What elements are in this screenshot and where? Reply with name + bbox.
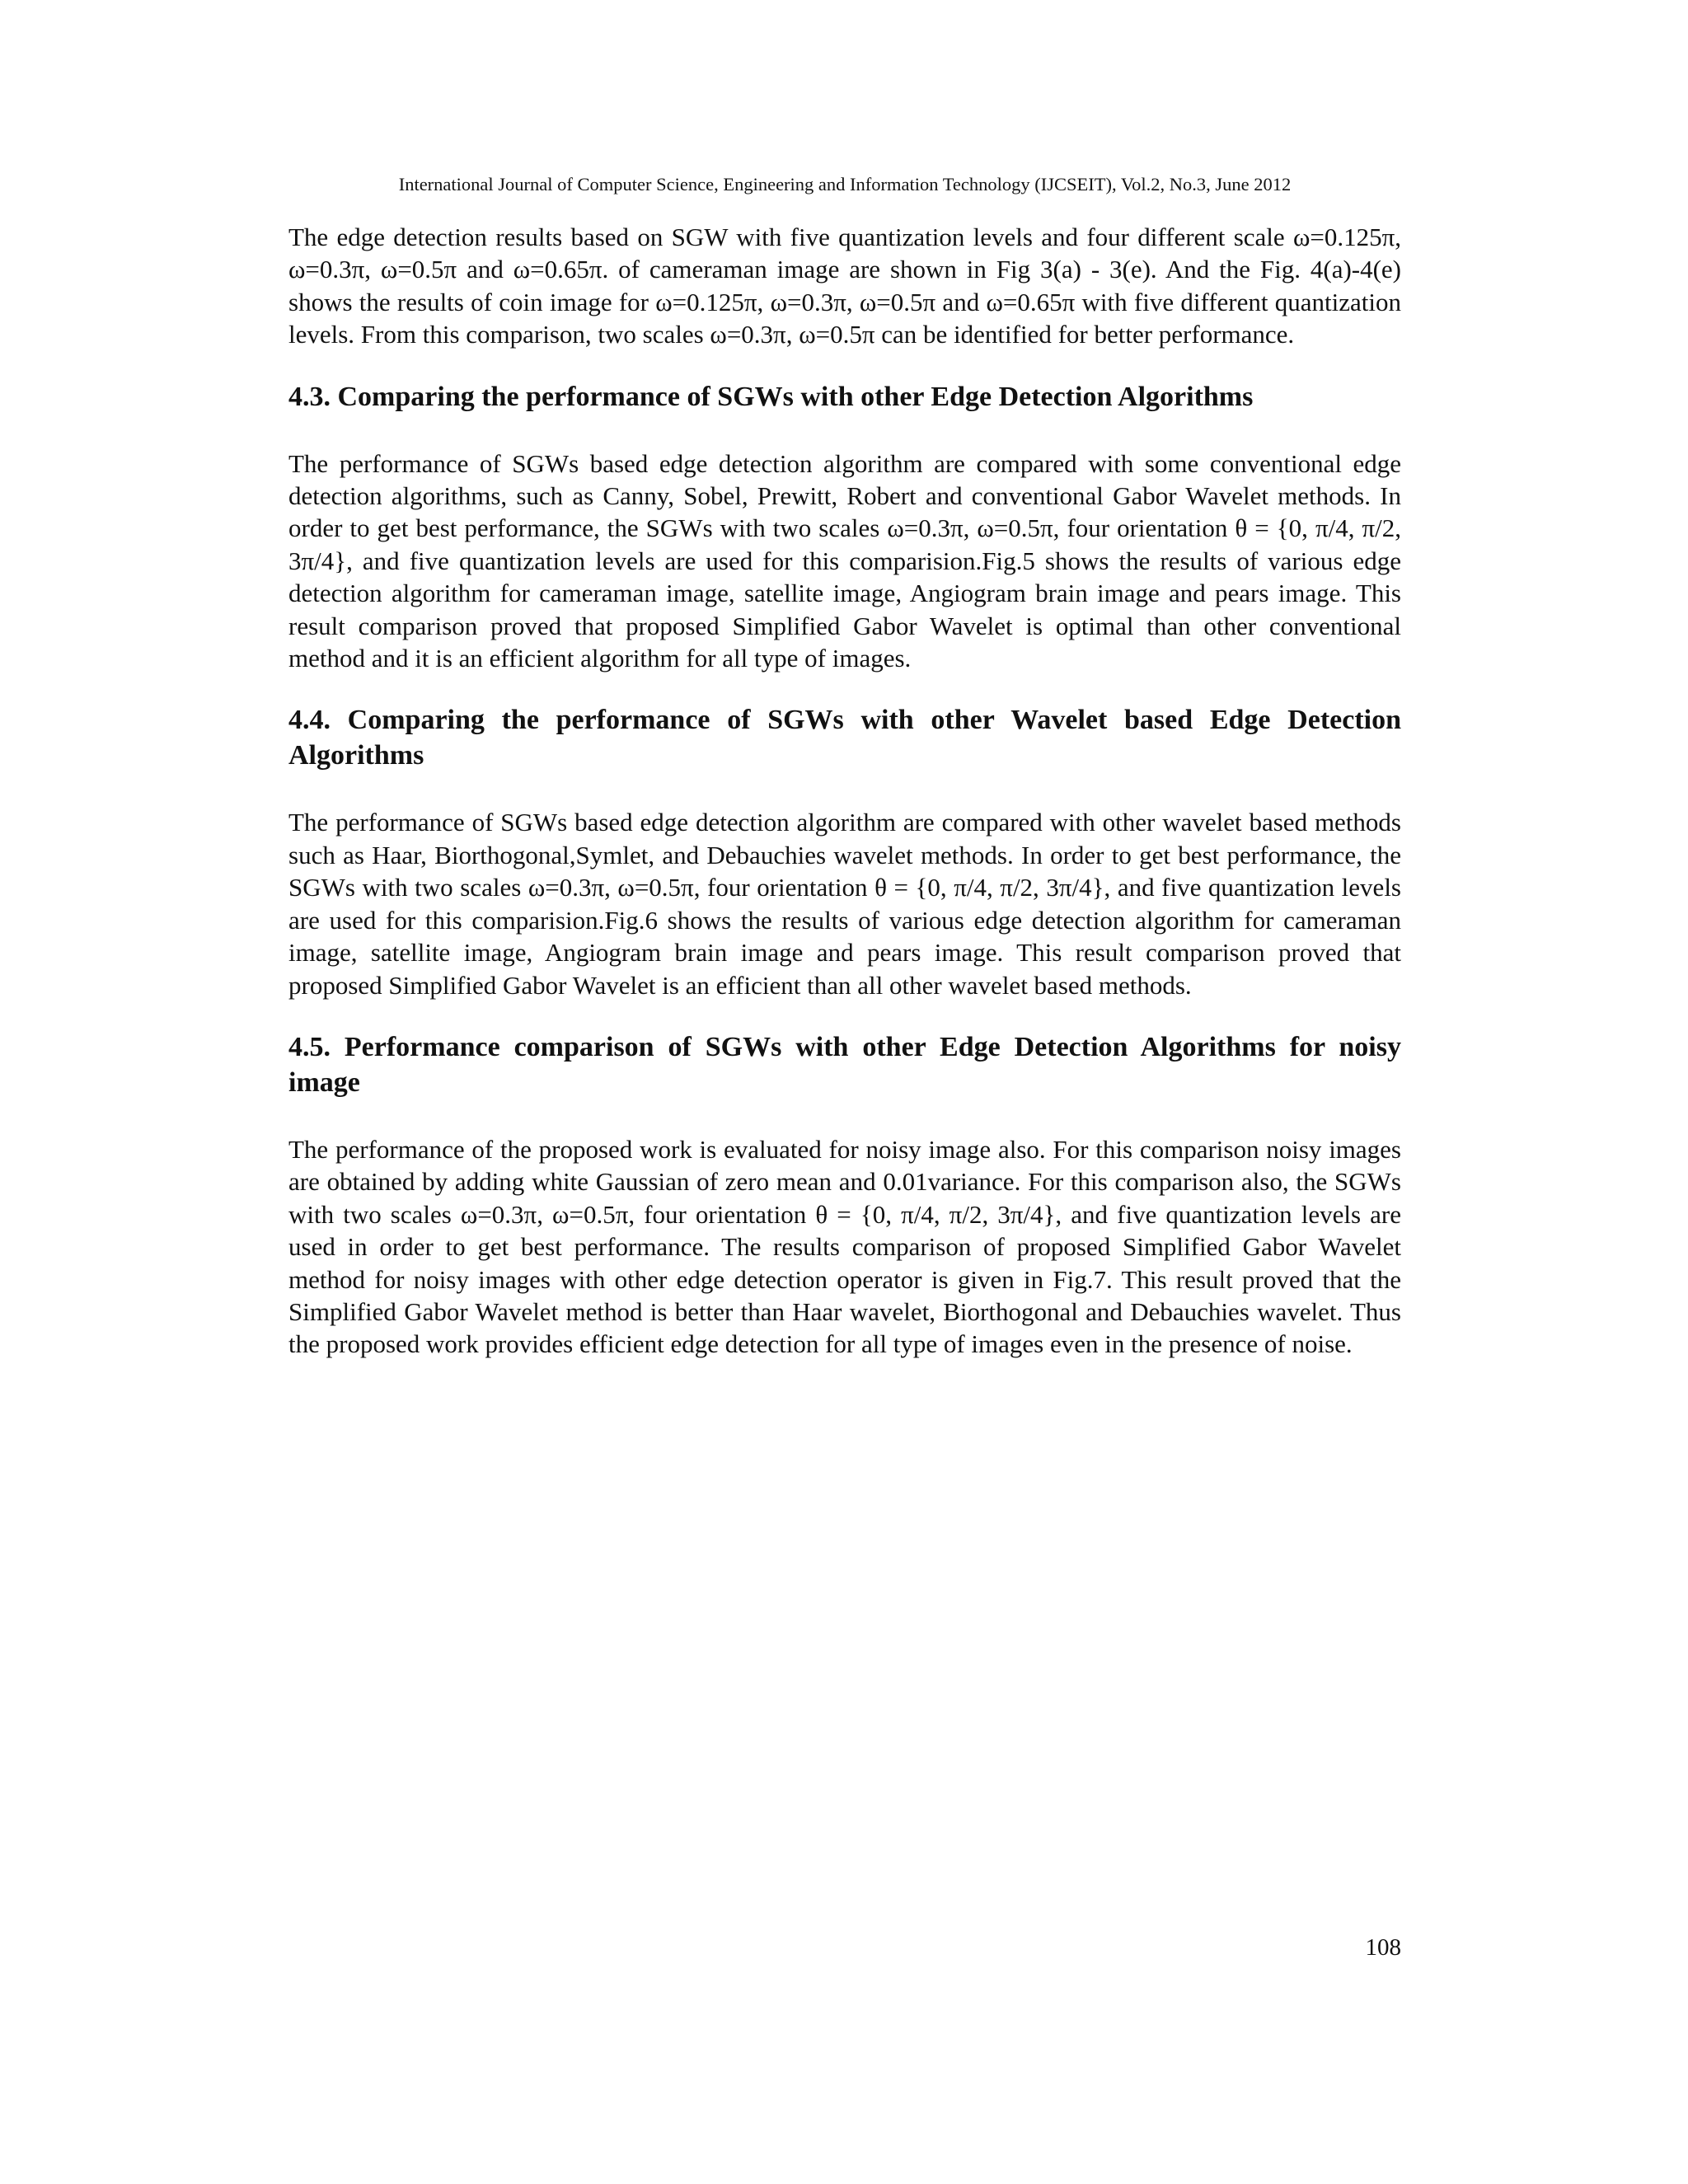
section-paragraph-4-4: The performance of SGWs based edge detection algorithm are compared with other wavelet based methods such as Haar, Biorthogonal,Symlet, and Debauchies wavelet methods. In order to get best performance, the SGWs with two scales ω=0.3π, ω=0.5π, four orientation θ = {0, π/4, π/2, 3π/4}, and five quantization levels are used for this comparision.Fig.6 shows the results of various edge detection algorithm for cameraman image, satellite image, Angiogram brain image and pears image. This result comparison proved that proposed Simplified Gabor Wavelet is an efficient than all other wavelet based methods. bbox=[288, 808, 1401, 1000]
running-header: International Journal of Computer Science, Engineering and Information Technology (IJCSEIT), Vol.2, No.3, June 2012 bbox=[398, 174, 1292, 194]
spacer bbox=[288, 773, 1401, 806]
section-paragraph-4-3: The performance of SGWs based edge detection algorithm are compared with some conventional edge detection algorithms, such as Canny, Sobel, Prewitt, Robert and conventional Gabor Wavelet methods. In order to get best performance, the SGWs with two scales ω=0.3π, ω=0.5π, four orientation θ = {0, π/4, π/2, 3π/4}, and five quantization levels are used for this comparision.Fig.5 shows the results of various edge detection algorithm for cameraman image, satellite image, Angiogram brain image and pears image. This result comparison proved that proposed Simplified Gabor Wavelet is optimal than other conventional method and it is an efficient algorithm for all type of images. bbox=[288, 448, 1401, 673]
section-paragraph-4-5: The performance of the proposed work is evaluated for noisy image also. For this comparison noisy images are obtained by adding white Gaussian of zero mean and 0.01variance. For this comparison also, the SGWs with two scales ω=0.3π, ω=0.5π, four orientation θ = {0, π/4, π/2, 3π/4}, and five quantization levels are used in order to get best performance. The results comparison of proposed Simplified Gabor Wavelet method for noisy images with other edge detection operator is given in Fig.7. This result proved that the Simplified Gabor Wavelet method is better than Haar wavelet, Biorthogonal and Debauchies wavelet. Thus the proposed work provides efficient edge detection for all type of images even in the presence of noise. bbox=[288, 1134, 1401, 1359]
spacer bbox=[288, 1100, 1401, 1133]
section-heading-4-3: 4.3. Comparing the performance of SGWs with other Edge Detection Algorithms bbox=[288, 381, 1254, 412]
section-heading-4-4: 4.4. Comparing the performance of SGWs with other Wavelet based Edge Detection Algorithms bbox=[288, 705, 1401, 771]
spacer bbox=[288, 351, 1401, 379]
spacer bbox=[288, 1001, 1401, 1029]
intro-paragraph: The edge detection results based on SGW with five quantization levels and four different scale ω=0.125π, ω=0.3π, ω=0.5π and ω=0.65π. of cameraman image are shown in Fig 3(a) - 3(e). And the Fig. 4(a)-4(e) shows the results of coin image for ω=0.125π, ω=0.3π, ω=0.5π and ω=0.65π with five different quantization levels. From this comparison, two scales ω=0.3π, ω=0.5π can be identified for better performance. bbox=[288, 223, 1401, 349]
spacer bbox=[288, 674, 1401, 702]
spacer bbox=[288, 415, 1401, 448]
section-heading-4-5: 4.5. Performance comparison of SGWs with other Edge Detection Algorithms for noisy image bbox=[288, 1031, 1401, 1098]
body-content bbox=[288, 221, 1401, 1361]
page-number: 108 bbox=[1365, 1934, 1401, 1961]
